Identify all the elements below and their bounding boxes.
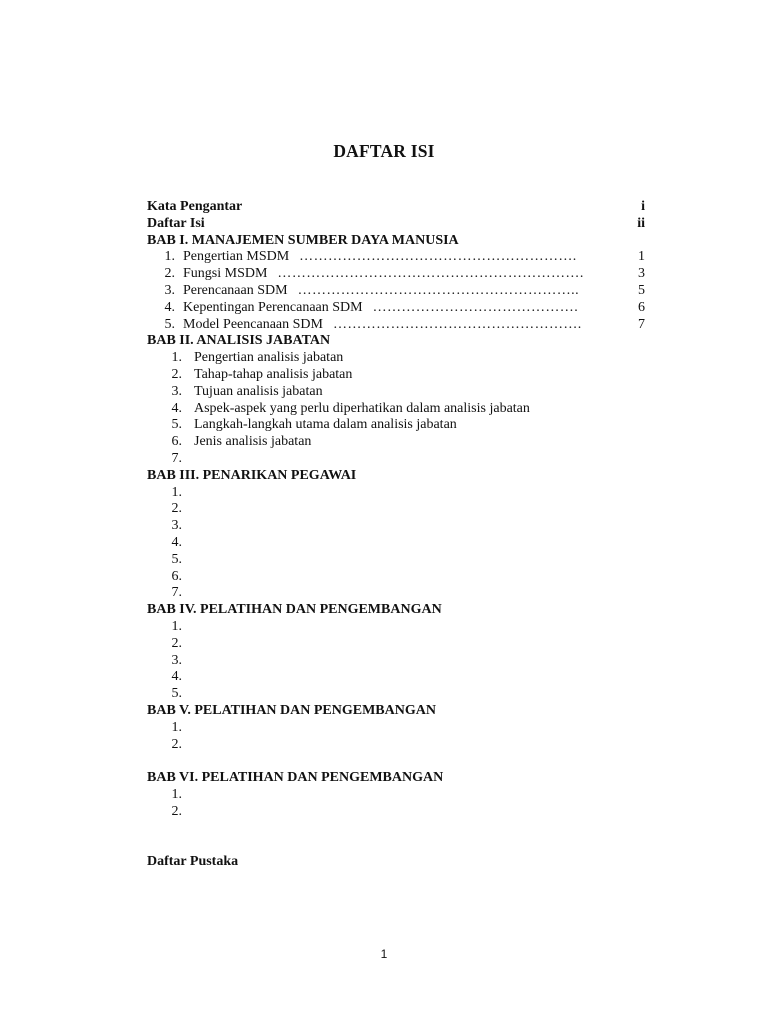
chapter-heading: BAB III. PENARIKAN PEGAWAI (147, 467, 357, 483)
list-label: Pengertian analisis jabatan (194, 350, 344, 366)
list-number: 1. (164, 249, 175, 265)
list-item (147, 434, 645, 451)
chapter-heading: BAB I. MANAJEMEN SUMBER DAYA MANUSIA (147, 232, 459, 248)
list-item (147, 787, 645, 804)
toc-label: Kata Pengantar (147, 199, 243, 214)
list-item (147, 367, 645, 384)
toc-page-number: ii (637, 215, 645, 231)
toc-label: Model Peencanaan SDM (183, 316, 323, 332)
list-number: 2. (171, 366, 182, 382)
list-number: 3. (171, 652, 182, 668)
list-item (147, 720, 645, 737)
list-item (147, 569, 645, 586)
list-number: 6. (171, 434, 182, 450)
list-label: Jenis analisis jabatan (194, 434, 312, 450)
toc-label: Pengertian MSDM (183, 249, 290, 265)
list-number: 2. (171, 803, 182, 819)
list-item (147, 686, 645, 703)
list-number: 4. (171, 400, 182, 416)
list-number: 3. (171, 518, 182, 534)
list-number: 5. (171, 417, 182, 433)
list-item (147, 501, 645, 518)
list-number: 3. (171, 383, 182, 399)
toc-entry (147, 266, 645, 283)
list-item (147, 417, 645, 434)
toc-entry (147, 317, 645, 334)
toc-entry-daftar-pustaka: Daftar Pustaka (147, 854, 239, 870)
chapter-heading: BAB IV. PELATIHAN DAN PENGEMBANGAN (147, 602, 442, 618)
list-number: 1. (171, 484, 182, 500)
toc-page-number: i (641, 199, 645, 214)
list-number: 7. (171, 585, 182, 601)
chapter-heading: BAB II. ANALISIS JABATAN (147, 333, 331, 349)
list-item (147, 653, 645, 670)
list-item (147, 737, 645, 754)
list-number: 2. (171, 736, 182, 752)
list-item (147, 619, 645, 636)
list-item (147, 485, 645, 502)
toc-entry (147, 283, 645, 300)
list-item (147, 350, 645, 367)
list-item (147, 401, 645, 418)
toc-page-number: 7 (638, 316, 645, 332)
toc-label: Fungsi MSDM (183, 266, 268, 282)
list-number: 6. (171, 568, 182, 584)
list-number: 2. (164, 266, 175, 282)
page-number: 1 (380, 947, 388, 961)
list-item (147, 585, 645, 602)
list-number: 2. (171, 635, 182, 651)
toc-page-number: 3 (638, 266, 645, 282)
page-title: DAFTAR ISI (333, 141, 435, 161)
toc-entry-daftar-isi (147, 216, 645, 233)
list-label: Aspek-aspek yang perlu diperhatikan dalam analisis jabatan (194, 400, 530, 416)
toc-entry (147, 249, 645, 266)
toc-page-number: 6 (638, 299, 645, 315)
list-number: 1. (171, 719, 182, 735)
list-item (147, 669, 645, 686)
list-item (147, 535, 645, 552)
dot-leader: ……………………………………………. (332, 316, 582, 332)
list-number: 7. (171, 450, 182, 466)
list-number: 5. (171, 551, 182, 567)
toc-page-number: 5 (638, 282, 645, 298)
toc-label: Daftar Isi (147, 215, 205, 231)
toc-label: Perencanaan SDM (183, 282, 288, 298)
list-item (147, 552, 645, 569)
toc-page-number: 1 (638, 249, 645, 265)
list-number: 4. (171, 534, 182, 550)
list-number: 4. (164, 299, 175, 315)
list-item (147, 518, 645, 535)
list-number: 4. (171, 669, 182, 685)
dot-leader: ………………………………………………….. (297, 282, 579, 298)
list-number: 1. (171, 786, 182, 802)
list-label: Tujuan analisis jabatan (194, 383, 323, 399)
list-item (147, 384, 645, 401)
list-item (147, 804, 645, 821)
list-number: 3. (164, 282, 175, 298)
table-of-contents (147, 199, 645, 871)
list-label: Tahap-tahap analisis jabatan (194, 366, 353, 382)
toc-label: Kepentingan Perencanaan SDM (183, 299, 363, 315)
dot-leader: ………………………………………………………. (277, 266, 584, 282)
list-number: 2. (171, 501, 182, 517)
list-label: Langkah-langkah utama dalam analisis jabatan (194, 417, 457, 433)
list-item (147, 451, 645, 468)
toc-entry (147, 300, 645, 317)
toc-entry-kata-pengantar (147, 199, 645, 216)
dot-leader: …………………………………………………. (299, 249, 577, 265)
list-number: 1. (171, 618, 182, 634)
dot-leader: ……………………………………. (372, 299, 579, 315)
list-number: 5. (171, 686, 182, 702)
chapter-heading: BAB V. PELATIHAN DAN PENGEMBANGAN (147, 702, 436, 718)
list-number: 5. (164, 316, 175, 332)
list-item (147, 636, 645, 653)
list-number: 1. (171, 350, 182, 366)
chapter-heading: BAB VI. PELATIHAN DAN PENGEMBANGAN (147, 770, 444, 786)
